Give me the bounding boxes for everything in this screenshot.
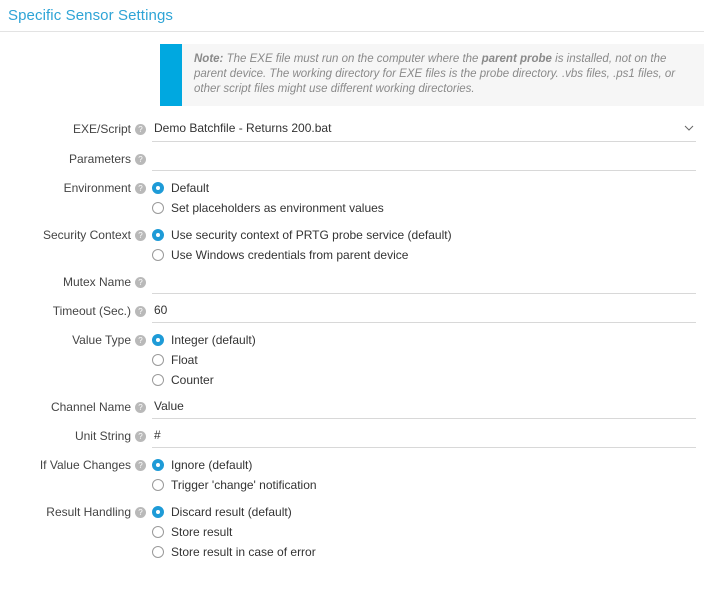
label-exe-script-text: EXE/Script	[72, 122, 131, 136]
row-channel-name	[0, 390, 704, 419]
field-if-value-changes	[152, 454, 704, 495]
radio-button-icon[interactable]	[152, 202, 164, 214]
radio-label: Ignore (default)	[171, 457, 253, 472]
help-icon[interactable]: ?	[135, 507, 146, 518]
note-text-part-2: is installed, not on the parent device. The working directory for EXE files is the probe directory. .vbs files, .ps1 files, or other script files might use different working directories.	[194, 53, 676, 95]
unit-string-input[interactable]	[152, 425, 696, 448]
radio-item[interactable]	[152, 350, 696, 369]
help-icon[interactable]: ?	[135, 154, 146, 165]
row-environment	[0, 171, 704, 218]
field-unit-string	[152, 425, 704, 448]
label-environment-text: Environment	[63, 181, 131, 195]
environment-radio-group	[152, 177, 696, 217]
row-if-value-changes	[0, 448, 704, 495]
security-context-radio-group	[152, 224, 696, 264]
field-timeout	[152, 300, 704, 323]
label-channel-name-text: Channel Name	[50, 400, 131, 414]
timeout-input[interactable]	[152, 300, 696, 323]
row-exe-script	[0, 112, 704, 142]
radio-item[interactable]	[152, 475, 696, 494]
value-type-radio-group	[152, 329, 696, 389]
radio-item[interactable]	[152, 455, 696, 474]
field-exe-script	[152, 118, 704, 142]
radio-item[interactable]	[152, 178, 696, 197]
radio-label: Integer (default)	[171, 332, 256, 347]
page-title: Specific Sensor Settings	[8, 7, 173, 24]
note-callout	[0, 44, 704, 106]
radio-item[interactable]	[152, 522, 696, 541]
parameters-input[interactable]	[152, 148, 696, 171]
radio-label: Use Windows credentials from parent device	[171, 247, 409, 262]
radio-label: Set placeholders as environment values	[171, 200, 384, 215]
radio-button-icon[interactable]	[152, 506, 164, 518]
radio-button-icon[interactable]	[152, 374, 164, 386]
radio-label: Store result in case of error	[171, 544, 316, 559]
radio-label: Use security context of PRTG probe service (default)	[171, 227, 452, 242]
exe-script-selected-value: Demo Batchfile - Returns 200.bat	[154, 121, 332, 135]
field-channel-name	[152, 396, 704, 419]
label-mutex-name-text: Mutex Name	[62, 275, 131, 289]
row-parameters	[0, 142, 704, 171]
field-parameters	[152, 148, 704, 171]
radio-button-icon[interactable]	[152, 354, 164, 366]
radio-button-icon[interactable]	[152, 249, 164, 261]
help-icon[interactable]: ?	[135, 277, 146, 288]
radio-item[interactable]	[152, 330, 696, 349]
row-value-type	[0, 323, 704, 390]
label-value-type-text: Value Type	[72, 333, 131, 347]
label-security-context-text: Security Context	[42, 228, 131, 242]
settings-form	[0, 112, 704, 562]
field-result-handling	[152, 501, 704, 562]
help-icon[interactable]: ?	[135, 402, 146, 413]
radio-item[interactable]	[152, 502, 696, 521]
help-icon[interactable]: ?	[135, 230, 146, 241]
note-text-part-1: The EXE file must run on the computer where the	[223, 53, 482, 65]
chevron-down-icon	[684, 123, 694, 133]
radio-button-icon[interactable]	[152, 182, 164, 194]
field-environment	[152, 177, 704, 218]
mutex-name-input[interactable]	[152, 271, 696, 294]
note-accent-bar	[160, 44, 182, 106]
help-icon[interactable]: ?	[135, 124, 146, 135]
label-security-context	[0, 224, 152, 242]
radio-button-icon[interactable]	[152, 334, 164, 346]
exe-script-select[interactable]	[152, 118, 696, 142]
radio-button-icon[interactable]	[152, 546, 164, 558]
label-unit-string	[0, 425, 152, 443]
radio-button-icon[interactable]	[152, 229, 164, 241]
label-parameters	[0, 148, 152, 166]
help-icon[interactable]: ?	[135, 306, 146, 317]
result-handling-radio-group	[152, 501, 696, 561]
label-mutex-name	[0, 271, 152, 289]
label-result-handling-text: Result Handling	[46, 505, 131, 519]
label-timeout	[0, 300, 152, 318]
label-result-handling	[0, 501, 152, 519]
field-value-type	[152, 329, 704, 390]
radio-item[interactable]	[152, 225, 696, 244]
radio-button-icon[interactable]	[152, 479, 164, 491]
row-unit-string	[0, 419, 704, 448]
field-mutex-name	[152, 271, 704, 294]
field-security-context	[152, 224, 704, 265]
label-channel-name	[0, 396, 152, 414]
note-prefix: Note:	[194, 53, 224, 65]
help-icon[interactable]: ?	[135, 460, 146, 471]
radio-item[interactable]	[152, 370, 696, 389]
label-value-type	[0, 329, 152, 347]
channel-name-input[interactable]	[152, 396, 696, 419]
label-if-value-changes	[0, 454, 152, 472]
radio-button-icon[interactable]	[152, 526, 164, 538]
radio-label: Discard result (default)	[171, 504, 292, 519]
radio-label: Store result	[171, 524, 233, 539]
radio-label: Counter	[171, 372, 214, 387]
help-icon[interactable]: ?	[135, 183, 146, 194]
row-security-context	[0, 218, 704, 265]
label-unit-string-text: Unit String	[74, 429, 131, 443]
radio-button-icon[interactable]	[152, 459, 164, 471]
row-mutex-name	[0, 265, 704, 294]
label-timeout-text: Timeout (Sec.)	[52, 304, 131, 318]
radio-label: Trigger 'change' notification	[171, 477, 317, 492]
label-exe-script	[0, 118, 152, 136]
radio-item[interactable]	[152, 245, 696, 264]
row-result-handling	[0, 495, 704, 562]
label-environment	[0, 177, 152, 195]
radio-item[interactable]	[152, 542, 696, 561]
if-value-changes-radio-group	[152, 454, 696, 494]
radio-item[interactable]	[152, 198, 696, 217]
note-bold-parent-probe: parent probe	[481, 53, 552, 65]
row-timeout	[0, 294, 704, 323]
radio-label: Float	[171, 352, 198, 367]
title-divider	[0, 31, 704, 32]
note-text	[182, 44, 704, 106]
help-icon[interactable]: ?	[135, 431, 146, 442]
label-if-value-changes-text: If Value Changes	[39, 458, 131, 472]
help-icon[interactable]: ?	[135, 335, 146, 346]
radio-label: Default	[171, 180, 210, 195]
label-parameters-text: Parameters	[68, 152, 131, 166]
